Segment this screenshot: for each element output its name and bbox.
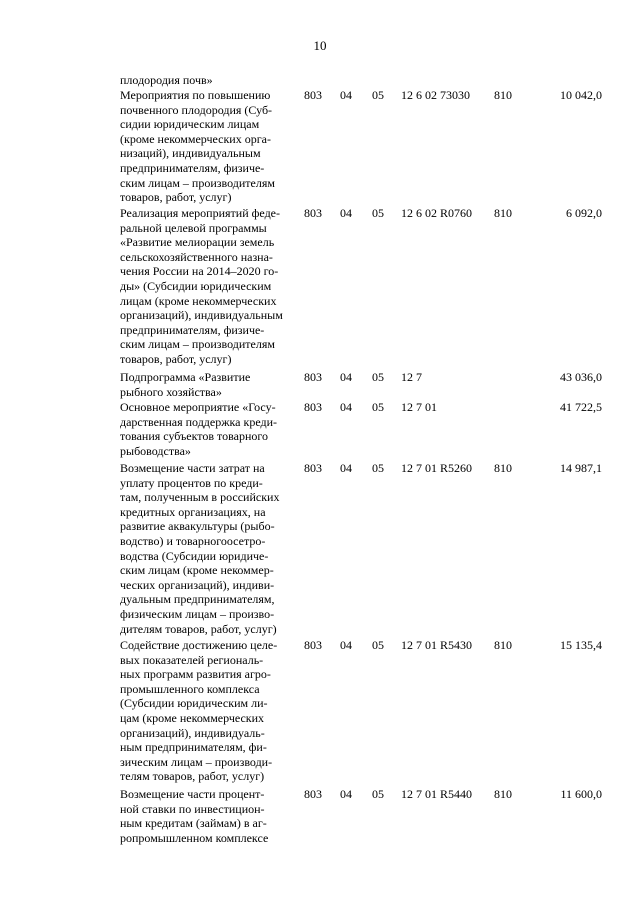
target-article-code: 12 6 02 R0760 bbox=[401, 206, 473, 220]
subsection-code: 05 bbox=[372, 461, 384, 475]
ministry-code: 803 bbox=[304, 400, 322, 414]
section-code: 04 bbox=[340, 206, 352, 220]
amount: 41 722,5 bbox=[560, 400, 602, 414]
row-name: Возмещение части процент- ной ставки по инвестицион- ным кредитам (займам) в аг- ропромышленном комплексе bbox=[120, 787, 269, 845]
section-code: 04 bbox=[340, 370, 352, 384]
expense-kind-code: 810 bbox=[494, 787, 512, 801]
expense-kind-code: 810 bbox=[494, 638, 512, 652]
ministry-code: 803 bbox=[304, 88, 322, 102]
ministry-code: 803 bbox=[304, 638, 322, 652]
subsection-code: 05 bbox=[372, 88, 384, 102]
subsection-code: 05 bbox=[372, 638, 384, 652]
row-name: Содействие достижению целе- вых показателей региональ- ных программ развития агро- промышленного комплекса (Субсидии юридическим ли- цам (кроме некоммерческих организаций), индивидуаль- ным предпринимателям, фи- зическим лицам – производи- телям товаров, работ, услуг) bbox=[120, 638, 278, 784]
target-article-code: 12 7 01 R5440 bbox=[401, 787, 473, 801]
section-code: 04 bbox=[340, 787, 352, 801]
subsection-code: 05 bbox=[372, 787, 384, 801]
row-name: Реализация мероприятий феде- ральной целевой программы «Развитие мелиорации земель сельскохозяйственного назна- чения России на 2014–2020 го- ды» (Субсидии юридическим лицам (кроме некоммерческих организаций), индивидуальным предпринимателям, физиче- ским лицам – производителям товаров, работ, услуг) bbox=[120, 206, 283, 366]
amount: 10 042,0 bbox=[560, 88, 602, 102]
amount: 43 036,0 bbox=[560, 370, 602, 384]
row-name: Основное мероприятие «Госу- дарственная поддержка креди- тования субъектов товарного рыбоводства» bbox=[120, 400, 278, 458]
target-article-code: 12 7 01 R5260 bbox=[401, 461, 473, 475]
row-name: плодородия почв» bbox=[120, 73, 213, 87]
row-name: Подпрограмма «Развитие рыбного хозяйства» bbox=[120, 370, 251, 399]
amount: 11 600,0 bbox=[560, 787, 602, 801]
amount: 15 135,4 bbox=[560, 638, 602, 652]
ministry-code: 803 bbox=[304, 461, 322, 475]
section-code: 04 bbox=[340, 400, 352, 414]
amount: 6 092,0 bbox=[566, 206, 602, 220]
subsection-code: 05 bbox=[372, 400, 384, 414]
subsection-code: 05 bbox=[372, 370, 384, 384]
expense-kind-code: 810 bbox=[494, 88, 512, 102]
page-number: 10 bbox=[313, 38, 327, 53]
section-code: 04 bbox=[340, 461, 352, 475]
expense-kind-code: 810 bbox=[494, 206, 512, 220]
expense-kind-code: 810 bbox=[494, 461, 512, 475]
ministry-code: 803 bbox=[304, 787, 322, 801]
amount: 14 987,1 bbox=[560, 461, 602, 475]
target-article-code: 12 7 01 bbox=[401, 400, 437, 414]
target-article-code: 12 7 01 R5430 bbox=[401, 638, 473, 652]
target-article-code: 12 6 02 73030 bbox=[401, 88, 470, 102]
ministry-code: 803 bbox=[304, 206, 322, 220]
subsection-code: 05 bbox=[372, 206, 384, 220]
section-code: 04 bbox=[340, 638, 352, 652]
target-article-code: 12 7 bbox=[401, 370, 422, 384]
section-code: 04 bbox=[340, 88, 352, 102]
row-name: Мероприятия по повышению почвенного плодородия (Суб- сидии юридическим лицам (кроме некоммерческих орга- низаций), индивидуальным предпринимателям, физиче- ским лицам – производителям товаров, работ, услуг) bbox=[120, 88, 275, 205]
ministry-code: 803 bbox=[304, 370, 322, 384]
row-name: Возмещение части затрат на уплату процентов по креди- там, полученным в российских кредитных организациях, на развитие аквакультуры (рыбо- водство) и товарногоосетро- водства (Субсидии юридиче- ским лицам (кроме некоммер- ческих организаций), индиви- дуальным предпринимателям, физическим лицам – произво- дителям товаров, работ, услуг) bbox=[120, 461, 280, 636]
